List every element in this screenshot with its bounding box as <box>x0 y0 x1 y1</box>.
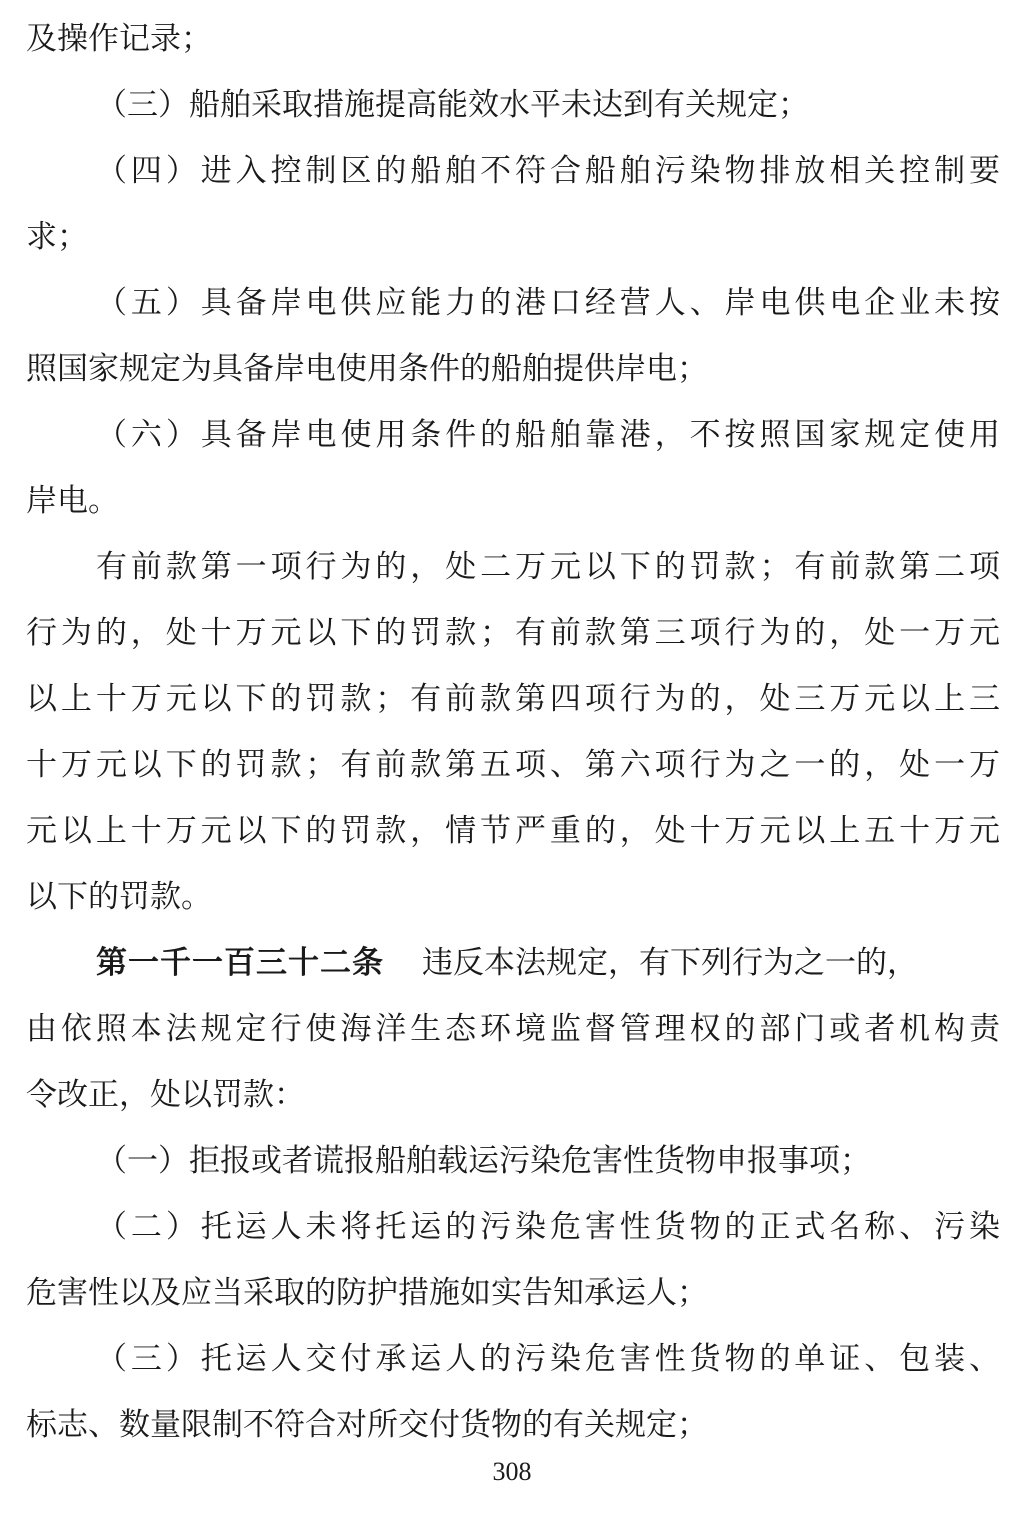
text-line: 由依照本法规定行使海洋生态环境监督管理权的部门或者机构责 <box>26 1011 1000 1047</box>
text-line: 元以上十万元以下的罚款，情节严重的，处十万元以上五十万元 <box>26 813 1000 849</box>
article-line <box>26 932 1000 994</box>
list-item-2: （二）托运人未将托运的污染危害性货物的正式名称、污染 <box>96 1209 1000 1245</box>
page-number: 308 <box>492 1457 532 1486</box>
document-page <box>26 0 1000 1513</box>
text-line: 标志、数量限制不符合对所交付货物的有关规定； <box>26 1407 708 1443</box>
text-line: 令改正，处以罚款： <box>26 1077 305 1113</box>
text-line: 求； <box>26 219 88 255</box>
text-line: 及操作记录； <box>26 21 212 57</box>
text-line: 十万元以下的罚款；有前款第五项、第六项行为之一的，处一万 <box>26 747 1000 783</box>
list-item-3: （三）船舶采取措施提高能效水平未达到有关规定； <box>96 87 809 123</box>
text-line: 照国家规定为具备岸电使用条件的船舶提供岸电； <box>26 351 708 387</box>
text-line: 危害性以及应当采取的防护措施如实告知承运人； <box>26 1275 708 1311</box>
text-line: 以下的罚款。 <box>26 879 212 915</box>
paragraph-start: 有前款第一项行为的，处二万元以下的罚款；有前款第二项 <box>96 549 1000 585</box>
article-heading: 第一千一百三十二条 <box>96 945 384 981</box>
list-item-3b: （三）托运人交付承运人的污染危害性货物的单证、包装、 <box>96 1341 1000 1377</box>
list-item-4: （四）进入控制区的船舶不符合船舶污染物排放相关控制要 <box>96 153 1000 189</box>
list-item-1: （一）拒报或者谎报船舶载运污染危害性货物申报事项； <box>96 1143 871 1179</box>
list-item-5: （五）具备岸电供应能力的港口经营人、岸电供电企业未按 <box>96 285 1000 321</box>
article-text: 违反本法规定，有下列行为之一的， <box>422 945 918 981</box>
text-line: 行为的，处十万元以下的罚款；有前款第三项行为的，处一万元 <box>26 615 1000 651</box>
text-line: 岸电。 <box>26 483 119 519</box>
list-item-6: （六）具备岸电使用条件的船舶靠港，不按照国家规定使用 <box>96 417 1000 453</box>
text-line: 以上十万元以下的罚款；有前款第四项行为的，处三万元以上三 <box>26 681 1000 717</box>
